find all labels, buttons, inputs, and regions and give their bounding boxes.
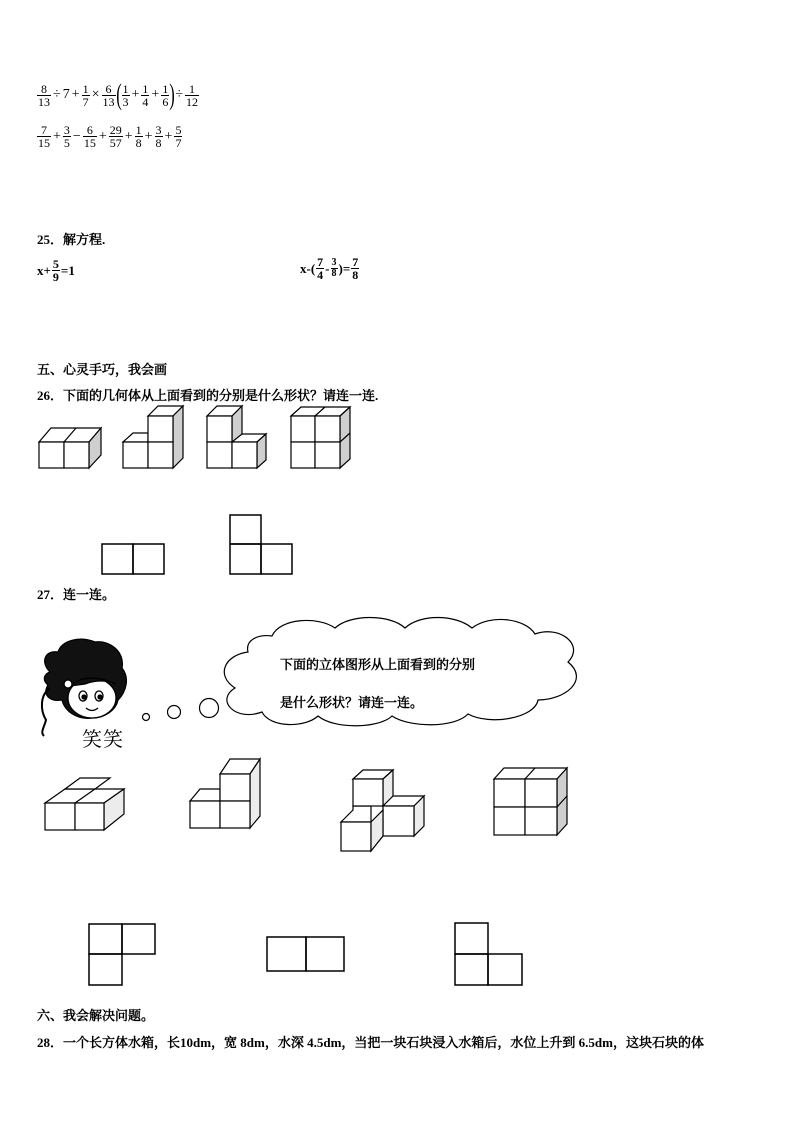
fraction: $\frac{7}{15}$: [38, 123, 50, 150]
solid-a: [45, 778, 124, 830]
fraction: $\frac{1}{3}$: [122, 81, 129, 109]
fraction: $\frac{1}{4}$: [142, 81, 149, 109]
bubble-text-line-2: 是什么形状？请连一连。: [280, 696, 424, 711]
question-28-text: 28．一个长方体水箱，长10dm，宽 8dm，水深 4.5dm，当把一块石块浸入水箱后，水位上升到 6.5dm，这块石块的体: [37, 1035, 704, 1050]
section-5-title: 五、心灵手巧，我会画: [37, 362, 168, 377]
question-27-title: 27．连一连。: [37, 587, 116, 602]
fraction: $\frac{1}{7}$: [82, 81, 89, 109]
bubble-text-line-1: 下面的立体图形从上面看到的分别: [280, 658, 476, 673]
girl-name-label: 笑笑: [82, 727, 124, 751]
top-view-3: [455, 923, 522, 985]
question-25-title: 25．解方程.: [37, 232, 106, 247]
fraction: $\frac{5}{9}$: [52, 257, 59, 284]
expression-2: $\frac{7}{15}$ + $\frac{3}{5}$ − $\frac{6}{15}$ + $\frac{29}{57}$ + $\frac{1}{8}$ + $\frac{3}{8}$ + $\frac{5}{7}$: [38, 123, 182, 150]
fraction: $\frac{3}{5}$: [63, 123, 70, 150]
fraction: $\frac{6}{15}$: [83, 123, 96, 150]
fraction: $\frac{6}{13}$: [102, 81, 115, 109]
expression-1: $\frac{8}{13}$ ÷ 7 + $\frac{1}{7}$ × $\frac{6}{13}$ ( $\frac{1}{3}$ + $\frac{1}{4}$ + $\frac{1}{6}$ ) ÷ $\frac{1}{12}$: [38, 78, 198, 111]
left-paren: (: [115, 78, 122, 111]
equation-1: x+ $\frac{5}{9}$ =1: [37, 257, 75, 284]
fraction: $\frac{7}{8}$: [352, 255, 359, 282]
fraction: $\frac{1}{6}$: [162, 81, 169, 109]
right-paren: ): [169, 78, 176, 111]
section-6-title: 六、我会解决问题。: [37, 1008, 155, 1023]
solid-c: [341, 770, 424, 851]
top-view-2: [267, 937, 344, 971]
equation-2: x-( $\frac{7}{4}$ - $\frac{3}{8}$ )= $\frac{7}{8}$: [300, 255, 359, 282]
fraction: $\frac{3}{8}$: [331, 257, 337, 279]
fraction: $\frac{1}{12}$: [186, 81, 198, 109]
solid-d: [494, 768, 567, 835]
fraction: $\frac{3}{8}$: [155, 123, 162, 150]
fraction: $\frac{1}{8}$: [135, 123, 142, 150]
solid-b: [190, 759, 260, 828]
fraction: $\frac{29}{57}$: [109, 123, 122, 150]
top-view-1: [89, 924, 155, 985]
fraction: $\frac{5}{7}$: [175, 123, 182, 150]
fraction: $\frac{7}{4}$: [317, 255, 324, 282]
question-26-title: 26．下面的几何体从上面看到的分别是什么形状？请连一连.: [37, 388, 379, 403]
fraction: $\frac{8}{13}$: [38, 81, 50, 109]
